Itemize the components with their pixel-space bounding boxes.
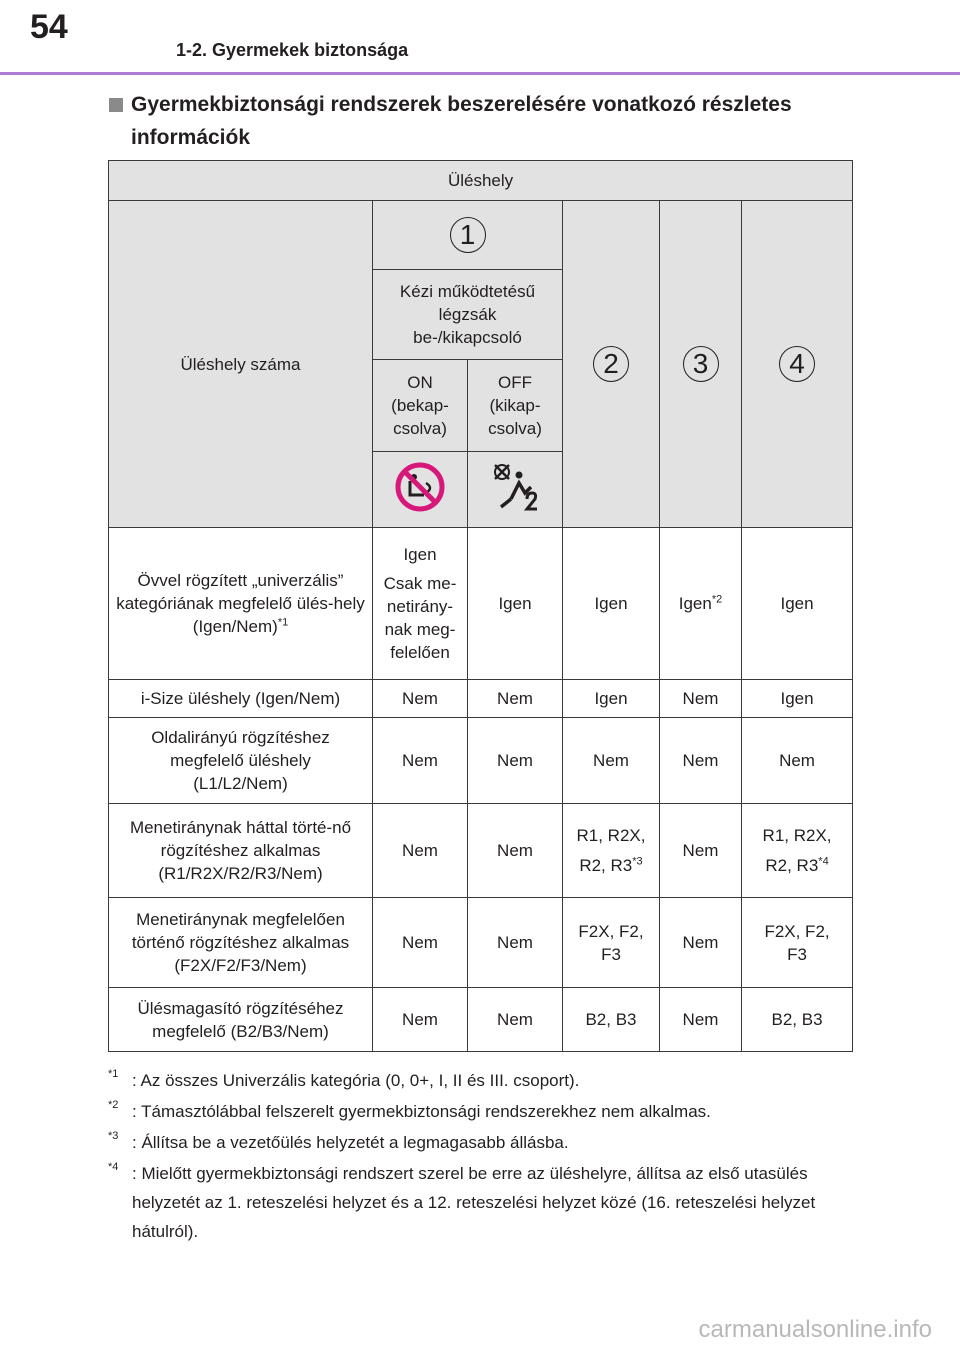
isize-on: Nem <box>373 680 468 718</box>
isize-label: i-Size üléshely (Igen/Nem) <box>109 680 373 718</box>
isize-seat-3: Nem <box>660 680 742 718</box>
booster-seat-2: B2, B3 <box>563 988 660 1052</box>
rear-facing-off: Nem <box>468 804 563 898</box>
lateral-label: Oldalirányú rögzítéshez megfelelő üléshely (L1/L2/Nem) <box>109 718 373 804</box>
booster-seat-3: Nem <box>660 988 742 1052</box>
forward-facing-off: Nem <box>468 898 563 988</box>
universal-belt-label: Övvel rögzített „univerzális” kategóriának megfelelő ülés-hely (Igen/Nem)$^{*1}$ <box>109 528 373 680</box>
airbag-on-icon-cell <box>373 452 468 528</box>
seat-number-header: Üléshely száma <box>109 201 373 528</box>
seat-2-cell <box>563 201 660 528</box>
airbag-switch-label: Kézi működtetésű légzsák be-/kikapcsoló <box>373 270 563 360</box>
universal-belt-on: Igen Csak me-netirány-nak meg-felelően <box>373 528 468 680</box>
lateral-on: Nem <box>373 718 468 804</box>
header-divider <box>0 72 960 75</box>
watermark: carmanualsonline.info <box>698 1316 932 1343</box>
seat-compatibility-table <box>108 160 853 1052</box>
seat-4-cell <box>742 201 853 528</box>
universal-belt-seat-2: Igen <box>563 528 660 680</box>
seat-number-4: 4 <box>779 346 815 382</box>
page-number: 54 <box>30 8 68 46</box>
rear-facing-on: Nem <box>373 804 468 898</box>
booster-off: Nem <box>468 988 563 1052</box>
isize-off: Nem <box>468 680 563 718</box>
booster-label: Ülésmagasító rögzítéséhez megfelelő (B2/B3/Nem) <box>109 988 373 1052</box>
section-title: 1-2. Gyermekek biztonsága <box>176 40 409 60</box>
footnote-1: *1 : Az összes Univerzális kategória (0, 0+, I, II és III. csoport). <box>108 1068 580 1090</box>
lateral-seat-2: Nem <box>563 718 660 804</box>
booster-seat-4: B2, B3 <box>742 988 853 1052</box>
footnote-4: *4 : Mielőtt gyermekbiztonsági rendszert szerel be erre az üléshelyre, állítsa az első utasülés helyzetét az 1. reteszelési helyzet és a 12. reteszelési helyzet közé (16. reteszelési helyzet hátulról). <box>108 1161 816 1241</box>
passenger-airbag-off-icon <box>489 461 541 513</box>
seat-1-cell <box>373 201 563 270</box>
isize-seat-4: Igen <box>742 680 853 718</box>
footnote-3: *3 : Állítsa be a vezetőülés helyzetét a legmagasabb állásba. <box>108 1130 569 1152</box>
isize-seat-2: Igen <box>563 680 660 718</box>
forward-facing-seat-2: F2X, F2, F3 <box>563 898 660 988</box>
airbag-off-prohibited-icon <box>394 461 446 513</box>
section-heading: Gyermekbiztonsági rendszerek beszerelésére vonatkozó részletes információk <box>131 93 792 149</box>
forward-facing-seat-4: F2X, F2, F3 <box>742 898 853 988</box>
footnote-2: *2 : Támasztólábbal felszerelt gyermekbiztonsági rendszerekhez nem alkalmas. <box>108 1099 711 1121</box>
seat-3-cell <box>660 201 742 528</box>
airbag-off-label: OFF (kikap-csolva) <box>468 360 563 452</box>
rear-facing-label: Menetiránynak háttal törté-nő rögzítéshez alkalmas (R1/R2X/R2/R3/Nem) <box>109 804 373 898</box>
rear-facing-seat-4: R1, R2X, R2, R3$^{*4}$ <box>742 804 853 898</box>
airbag-off-icon-cell <box>468 452 563 528</box>
universal-belt-seat-4: Igen <box>742 528 853 680</box>
airbag-on-label: ON (bekap-csolva) <box>373 360 468 452</box>
universal-belt-seat-3: Igen$^{*2}$ <box>660 528 742 680</box>
seat-number-3: 3 <box>683 346 719 382</box>
heading-bullet-icon <box>109 98 123 112</box>
forward-facing-label: Menetiránynak megfelelően történő rögzítéshez alkalmas (F2X/F2/F3/Nem) <box>109 898 373 988</box>
seat-number-2: 2 <box>593 346 629 382</box>
booster-on: Nem <box>373 988 468 1052</box>
universal-belt-off: Igen <box>468 528 563 680</box>
lateral-seat-3: Nem <box>660 718 742 804</box>
forward-facing-seat-3: Nem <box>660 898 742 988</box>
forward-facing-on: Nem <box>373 898 468 988</box>
lateral-seat-4: Nem <box>742 718 853 804</box>
lateral-off: Nem <box>468 718 563 804</box>
seat-position-header: Üléshely <box>109 161 853 201</box>
seat-number-1: 1 <box>450 217 486 253</box>
rear-facing-seat-3: Nem <box>660 804 742 898</box>
rear-facing-seat-2: R1, R2X, R2, R3$^{*3}$ <box>563 804 660 898</box>
